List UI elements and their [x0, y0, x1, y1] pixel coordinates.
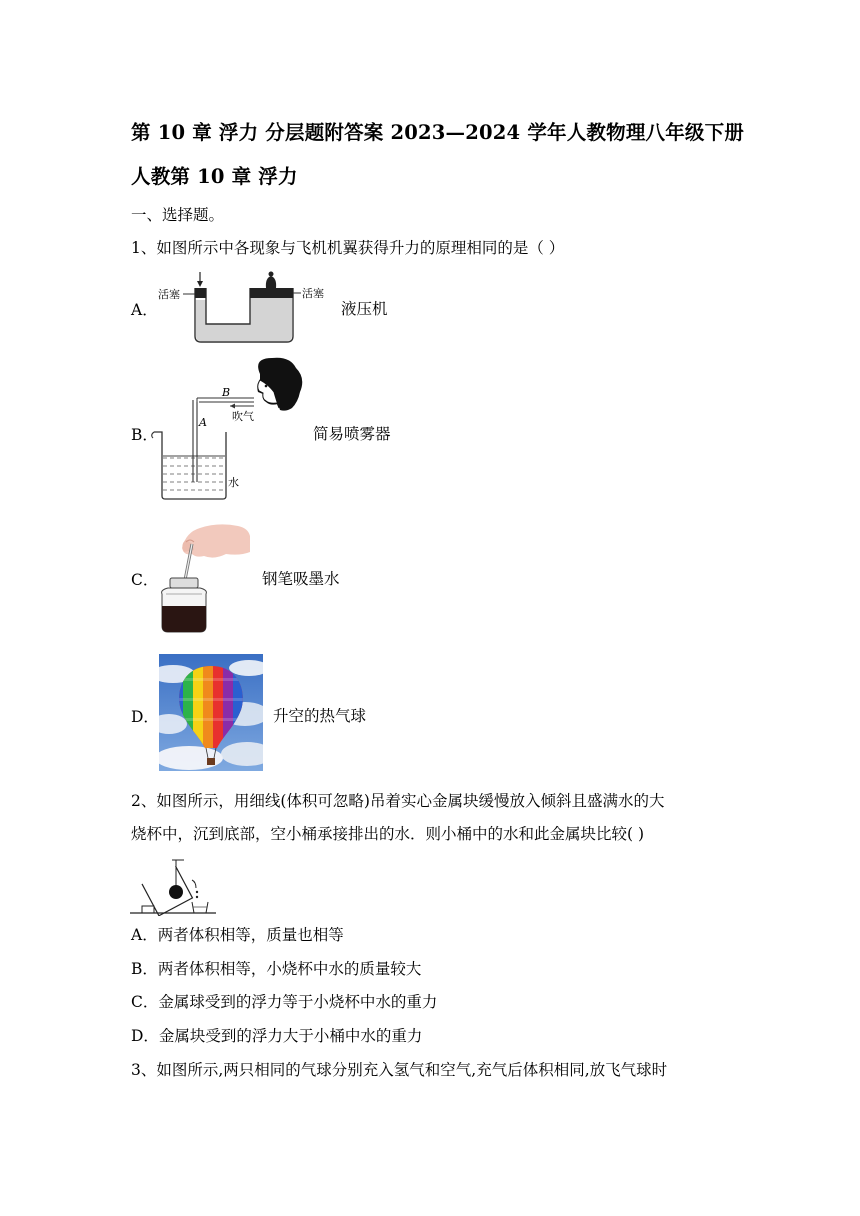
water-label: 水: [228, 476, 239, 489]
q1-option-c-label: C．: [131, 571, 159, 589]
q2-option-a: A．两者体积相等，质量也相等: [131, 926, 344, 944]
section-heading: 一、选择题。: [131, 206, 225, 224]
tube-b-label: B: [222, 386, 231, 399]
document-subtitle: 人教第 10 章 浮力: [131, 165, 298, 188]
q1-option-b-label: B．: [131, 426, 158, 444]
piston-label-right: 活塞: [302, 287, 324, 300]
piston-label-left: 活塞: [158, 288, 180, 301]
document-title: 第 10 章 浮力 分层题附答案 2023—2024 学年人教物理八年级下册: [131, 121, 745, 144]
blow-air-label: 吹气: [232, 410, 254, 423]
q1-option-c-caption: 钢笔吸墨水: [262, 570, 340, 588]
q2-option-c: C．金属球受到的浮力等于小烧杯中水的重力: [131, 993, 438, 1011]
tube-a-label: A: [199, 416, 207, 429]
question-2-stem-line-1: 2、如图所示，用细线(体积可忽略)吊着实心金属块缓慢放入倾斜且盛满水的大: [131, 792, 665, 810]
q2-option-d: D．金属块受到的浮力大于小桶中水的重力: [131, 1027, 423, 1045]
simple-sprayer-figure: [148, 356, 308, 504]
q1-option-a-caption: 液压机: [341, 300, 388, 318]
q1-option-d-caption: 升空的热气球: [273, 707, 367, 725]
q2-option-b: B．两者体积相等，小烧杯中水的质量较大: [131, 960, 422, 978]
question-2-stem-line-2: 烧杯中，沉到底部，空小桶承接排出的水．则小桶中的水和此金属块比较( ): [131, 825, 645, 843]
hydraulic-press-figure: [158, 270, 334, 346]
pen-ink-figure: [156, 518, 252, 636]
q1-option-a-label: A．: [131, 301, 158, 319]
question-3-stem-line-1: 3、如图所示,两只相同的气球分别充入氢气和空气,充气后体积相同,放飞气球时: [131, 1061, 668, 1079]
question-1-stem: 1、如图所示中各现象与飞机机翼获得升力的原理相同的是（ ）: [131, 239, 565, 257]
tilted-beaker-figure: [130, 858, 218, 916]
q1-option-b-caption: 简易喷雾器: [313, 425, 391, 443]
hot-air-balloon-photo: [159, 654, 263, 771]
q1-option-d-label: D．: [131, 708, 159, 726]
